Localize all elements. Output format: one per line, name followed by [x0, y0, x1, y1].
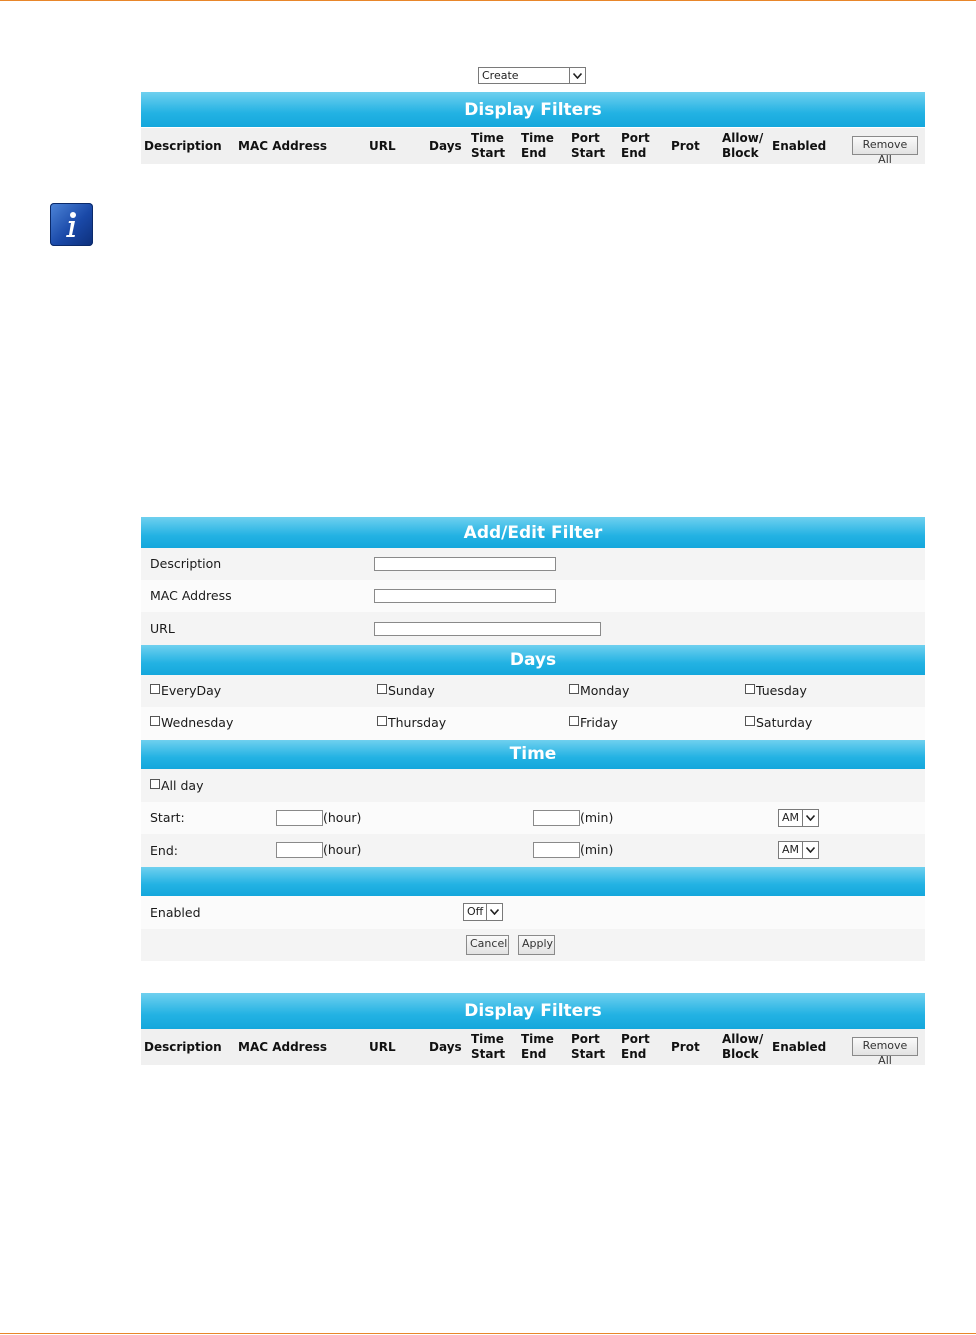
- col-description: Description: [144, 139, 222, 153]
- wednesday-checkbox[interactable]: [150, 716, 160, 726]
- start-label: Start:: [150, 810, 185, 825]
- saturday-checkbox[interactable]: [745, 716, 755, 726]
- col-url: URL: [369, 1040, 396, 1054]
- col-url: URL: [369, 139, 396, 153]
- enabled-section-header: [141, 867, 925, 896]
- days-row-1: [141, 675, 925, 707]
- all-day-label: All day: [161, 778, 204, 793]
- saturday-label: Saturday: [756, 715, 813, 730]
- url-row: [141, 612, 925, 645]
- action-select-value: Create: [482, 69, 519, 82]
- start-time-row: [141, 802, 925, 834]
- col-enabled: Enabled: [772, 1040, 827, 1054]
- top-rule: [0, 0, 976, 1]
- url-label: URL: [150, 621, 175, 636]
- enabled-value: Off: [467, 905, 484, 918]
- col-port-end: Port End: [621, 1032, 650, 1061]
- time-title: Time: [509, 744, 557, 764]
- bottom-rule: [0, 1333, 976, 1334]
- start-hour-input[interactable]: [276, 810, 323, 826]
- form-actions-row: [141, 929, 925, 961]
- col-time-end: Time End: [521, 1032, 554, 1061]
- chevron-down-icon: [802, 810, 818, 826]
- mac-address-input[interactable]: [374, 589, 556, 603]
- sunday-label: Sunday: [388, 683, 435, 698]
- col-time-end: Time End: [521, 131, 554, 160]
- col-allow-block: Allow/ Block: [722, 1032, 764, 1061]
- display-filters-columns: [141, 128, 925, 164]
- days-title: Days: [509, 650, 557, 670]
- display-filters-header-2: [141, 993, 925, 1029]
- end-ampm-select[interactable]: [778, 841, 819, 859]
- everyday-checkbox[interactable]: [150, 684, 160, 694]
- time-header: [141, 740, 925, 769]
- days-row-2: [141, 707, 925, 740]
- end-min-input[interactable]: [533, 842, 580, 858]
- cancel-button[interactable]: Cancel: [466, 935, 509, 955]
- days-header: [141, 645, 925, 675]
- action-select[interactable]: [478, 67, 586, 84]
- chevron-down-icon: [802, 842, 818, 858]
- start-ampm-select[interactable]: [778, 809, 819, 827]
- remove-all-button[interactable]: Remove All: [852, 136, 918, 155]
- end-ampm-value: AM: [782, 843, 800, 856]
- enabled-select[interactable]: [463, 903, 503, 921]
- wednesday-label: Wednesday: [161, 715, 234, 730]
- chevron-down-icon: [569, 68, 585, 83]
- enabled-label: Enabled: [150, 905, 201, 920]
- remove-all-button-2[interactable]: Remove All: [852, 1037, 918, 1056]
- start-hour-label: (hour): [323, 810, 362, 825]
- col-allow-block: Allow/ Block: [722, 131, 764, 160]
- display-filters-header: [141, 92, 925, 127]
- end-label: End:: [150, 843, 178, 858]
- all-day-checkbox[interactable]: [150, 779, 160, 789]
- col-time-start: Time Start: [471, 131, 506, 160]
- display-filters-title-2: Display Filters: [464, 1001, 602, 1021]
- thursday-checkbox[interactable]: [377, 716, 387, 726]
- col-description: Description: [144, 1040, 222, 1054]
- url-input[interactable]: [374, 622, 601, 636]
- end-time-row: [141, 834, 925, 867]
- col-enabled: Enabled: [772, 139, 827, 153]
- description-label: Description: [150, 556, 222, 571]
- add-edit-filter-title: Add/Edit Filter: [463, 523, 603, 543]
- description-row: [141, 548, 925, 580]
- col-port-end: Port End: [621, 131, 650, 160]
- monday-label: Monday: [580, 683, 630, 698]
- col-port-start: Port Start: [571, 131, 606, 160]
- end-hour-input[interactable]: [276, 842, 323, 858]
- col-mac-address: MAC Address: [238, 139, 328, 153]
- display-filters-columns-2: [141, 1029, 925, 1065]
- col-prot: Prot: [671, 1040, 700, 1054]
- end-min-label: (min): [580, 842, 614, 857]
- info-icon: [50, 203, 93, 246]
- monday-checkbox[interactable]: [569, 684, 579, 694]
- start-min-input[interactable]: [533, 810, 580, 826]
- col-time-start: Time Start: [471, 1032, 506, 1061]
- add-edit-filter-header: [141, 517, 925, 548]
- description-input[interactable]: [374, 557, 556, 571]
- start-ampm-value: AM: [782, 811, 800, 824]
- start-min-label: (min): [580, 810, 614, 825]
- chevron-down-icon: [486, 904, 502, 920]
- col-port-start: Port Start: [571, 1032, 606, 1061]
- col-days: Days: [429, 1040, 462, 1054]
- sunday-checkbox[interactable]: [377, 684, 387, 694]
- display-filters-title: Display Filters: [464, 100, 602, 120]
- all-day-row: [141, 769, 925, 802]
- enabled-row: [141, 896, 925, 929]
- end-hour-label: (hour): [323, 842, 362, 857]
- tuesday-label: Tuesday: [756, 683, 807, 698]
- friday-checkbox[interactable]: [569, 716, 579, 726]
- mac-address-label: MAC Address: [150, 588, 232, 603]
- thursday-label: Thursday: [388, 715, 447, 730]
- friday-label: Friday: [580, 715, 618, 730]
- tuesday-checkbox[interactable]: [745, 684, 755, 694]
- col-days: Days: [429, 139, 462, 153]
- col-mac-address: MAC Address: [238, 1040, 328, 1054]
- everyday-label: EveryDay: [161, 683, 222, 698]
- mac-row: [141, 580, 925, 612]
- col-prot: Prot: [671, 139, 700, 153]
- apply-button[interactable]: Apply: [518, 935, 555, 955]
